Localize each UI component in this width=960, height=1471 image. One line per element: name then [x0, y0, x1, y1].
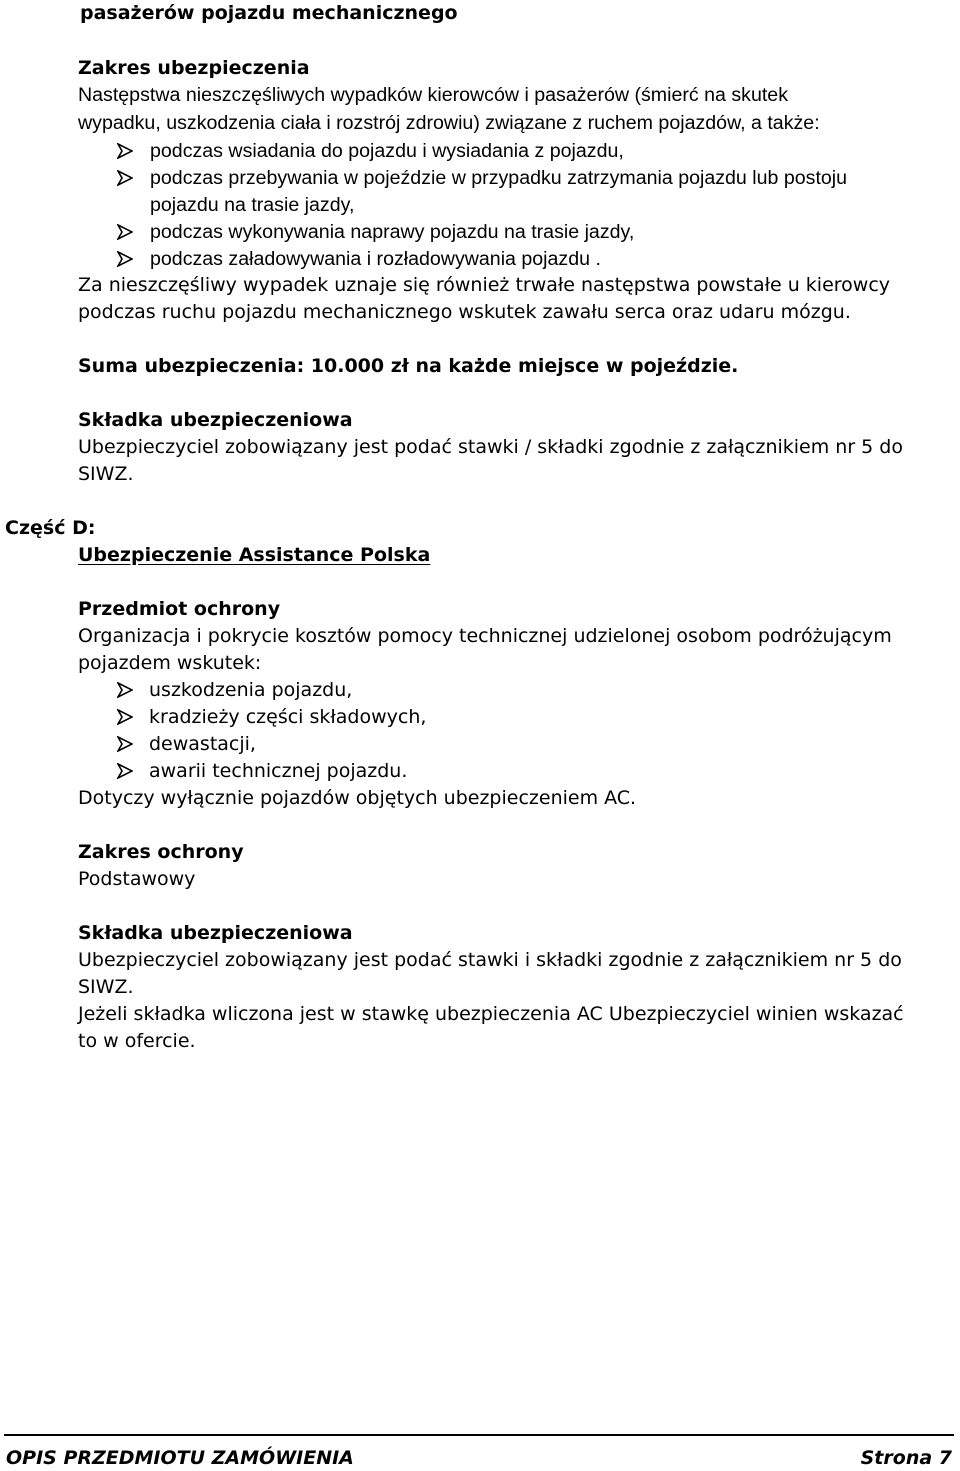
arrowhead-bullet-icon [117, 758, 135, 785]
sum-insured: Suma ubezpieczenia: 10.000 zł na każde miejsce w pojeździe. [78, 355, 739, 377]
arrowhead-bullet-icon [117, 246, 135, 273]
footer-page-number: Strona 7 [860, 1447, 952, 1469]
scope-note-line-2: podczas ruchu pojazdu mechanicznego wskutek zawału serca oraz udaru mózgu. [78, 301, 851, 323]
arrowhead-bullet-icon [117, 677, 135, 704]
premium-text-line-2: SIWZ. [78, 976, 134, 998]
premium-text-line-4: to w ofercie. [78, 1030, 196, 1052]
section-title: Ubezpieczenie Assistance Polska [78, 544, 431, 566]
protection-scope-heading: Zakres ochrony [78, 841, 244, 863]
subject-list-item: kradzieży części składowych, [149, 706, 427, 728]
arrowhead-bullet-icon [117, 138, 135, 165]
scope-list-item: podczas załadowywania i rozładowywania pojazdu . [150, 248, 601, 270]
subject-list-item: dewastacji, [149, 733, 256, 755]
scope-list-item-continuation: pojazdu na trasie jazdy, [150, 194, 355, 216]
scope-list-item: podczas przebywania w pojeździe w przypadku zatrzymania pojazdu lub postoju [150, 167, 848, 189]
footer-divider [4, 1434, 954, 1436]
part-label: Część D: [5, 517, 96, 539]
scope-list-item: podczas wykonywania naprawy pojazdu na trasie jazdy, [150, 221, 635, 243]
arrowhead-bullet-icon [117, 165, 135, 192]
subject-heading: Przedmiot ochrony [78, 598, 281, 620]
scope-intro-line-1: Następstwa nieszczęśliwych wypadków kierowców i pasażerów (śmierć na skutek [78, 84, 788, 106]
subject-intro-line-1: Organizacja i pokrycie kosztów pomocy technicznej udzielonej osobom podróżującym [78, 625, 892, 647]
arrowhead-bullet-icon [117, 731, 135, 758]
premium-text-line-2: SIWZ. [78, 463, 134, 485]
footer-document-title: OPIS PRZEDMIOTU ZAMÓWIENIA [6, 1447, 354, 1469]
scope-intro-line-2: wypadku, uszkodzenia ciała i rozstrój zdrowiu) związane z ruchem pojazdów, a także: [78, 112, 820, 134]
premium-text-line-1: Ubezpieczyciel zobowiązany jest podać stawki / składki zgodnie z załącznikiem nr 5 do [78, 436, 903, 458]
arrowhead-bullet-icon [117, 219, 135, 246]
subject-list-item: awarii technicznej pojazdu. [149, 760, 408, 782]
subject-list-item: uszkodzenia pojazdu, [149, 679, 353, 701]
premium-text-line-3: Jeżeli składka wliczona jest w stawkę ubezpieczenia AC Ubezpieczyciel winien wskazać [78, 1003, 904, 1025]
scope-heading: Zakres ubezpieczenia [78, 57, 310, 79]
arrowhead-bullet-icon [117, 704, 135, 731]
subject-note: Dotyczy wyłącznie pojazdów objętych ubezpieczeniem AC. [78, 787, 637, 809]
premium-heading: Składka ubezpieczeniowa [78, 409, 353, 431]
protection-scope-value: Podstawowy [78, 868, 196, 890]
scope-note-line-1: Za nieszczęśliwy wypadek uznaje się również trwałe następstwa powstałe u kierowcy [78, 274, 891, 296]
subject-intro-line-2: pojazdem wskutek: [78, 652, 262, 674]
premium-text-line-1: Ubezpieczyciel zobowiązany jest podać stawki i składki zgodnie z załącznikiem nr 5 do [78, 949, 902, 971]
premium-heading: Składka ubezpieczeniowa [78, 922, 353, 944]
scope-list-item: podczas wsiadania do pojazdu i wysiadania z pojazdu, [150, 140, 624, 162]
section-title-tail: pasażerów pojazdu mechanicznego [80, 2, 458, 24]
